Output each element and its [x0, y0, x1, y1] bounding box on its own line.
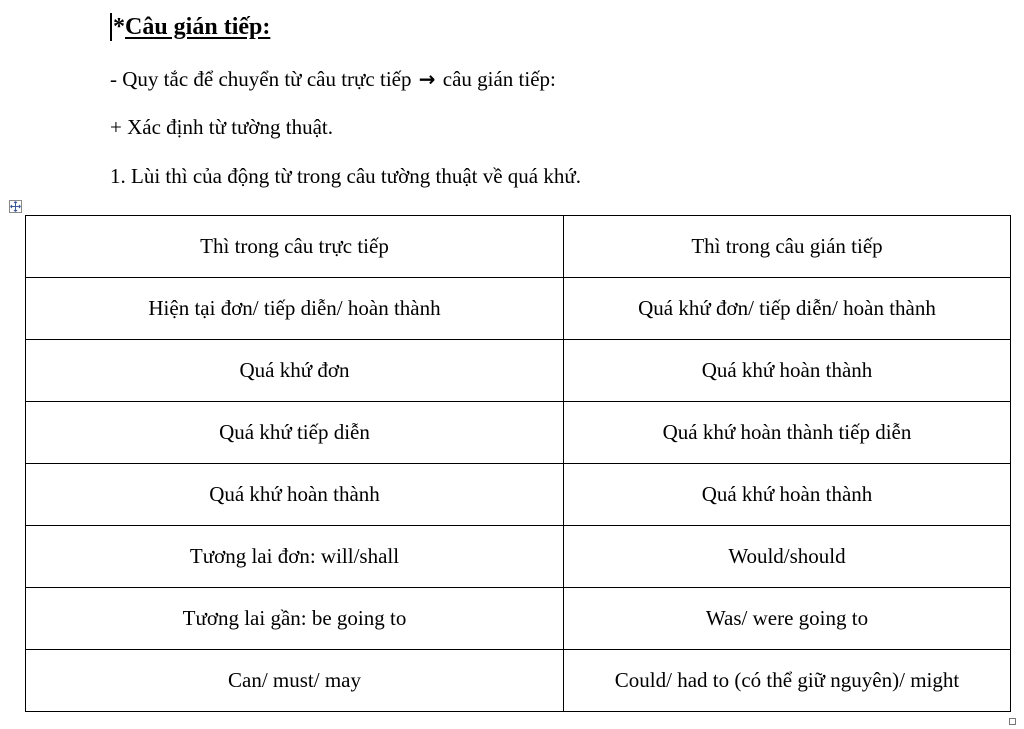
table-row — [26, 340, 1011, 402]
header-indirect: Thì trong câu gián tiếp — [564, 216, 1011, 278]
cell-direct: Tương lai đơn: will/shall — [26, 526, 564, 588]
cell-direct: Can/ must/ may — [26, 650, 564, 712]
section-heading — [113, 10, 270, 44]
table-row — [26, 588, 1011, 650]
heading-prefix: * — [113, 14, 125, 40]
rule-prefix: - Quy tắc để chuyển từ câu trực tiếp — [110, 67, 412, 91]
text-cursor — [110, 13, 112, 41]
cell-indirect: Quá khứ hoàn thành tiếp diễn — [564, 402, 1011, 464]
cell-indirect: Quá khứ đơn/ tiếp diễn/ hoàn thành — [564, 278, 1011, 340]
table-resize-handle-icon[interactable] — [1009, 718, 1016, 725]
cell-indirect: Quá khứ hoàn thành — [564, 464, 1011, 526]
table-row — [26, 526, 1011, 588]
table-row — [26, 464, 1011, 526]
cell-indirect: Was/ were going to — [564, 588, 1011, 650]
rule-paragraph — [110, 65, 556, 93]
table-row — [26, 650, 1011, 712]
heading-title: Câu gián tiếp: — [125, 14, 271, 40]
cell-indirect: Would/should — [564, 526, 1011, 588]
table-header-row — [26, 216, 1011, 278]
cell-indirect: Quá khứ hoàn thành — [564, 340, 1011, 402]
rule-suffix: câu gián tiếp: — [442, 67, 556, 91]
tense-table — [25, 215, 1011, 712]
cell-indirect: Could/ had to (có thể giữ nguyên)/ might — [564, 650, 1011, 712]
cell-direct: Tương lai gần: be going to — [26, 588, 564, 650]
table-move-handle-icon[interactable] — [9, 200, 22, 213]
arrow-right-icon: → — [418, 67, 436, 91]
cell-direct: Hiện tại đơn/ tiếp diễn/ hoàn thành — [26, 278, 564, 340]
cell-direct: Quá khứ tiếp diễn — [26, 402, 564, 464]
table-row — [26, 278, 1011, 340]
cell-direct: Quá khứ hoàn thành — [26, 464, 564, 526]
step-one-paragraph: 1. Lùi thì của động từ trong câu tường thuật về quá khứ. — [110, 164, 581, 188]
step-plus-paragraph: + Xác định từ tường thuật. — [110, 115, 334, 139]
cell-direct: Quá khứ đơn — [26, 340, 564, 402]
table-row — [26, 402, 1011, 464]
header-direct: Thì trong câu trực tiếp — [26, 216, 564, 278]
